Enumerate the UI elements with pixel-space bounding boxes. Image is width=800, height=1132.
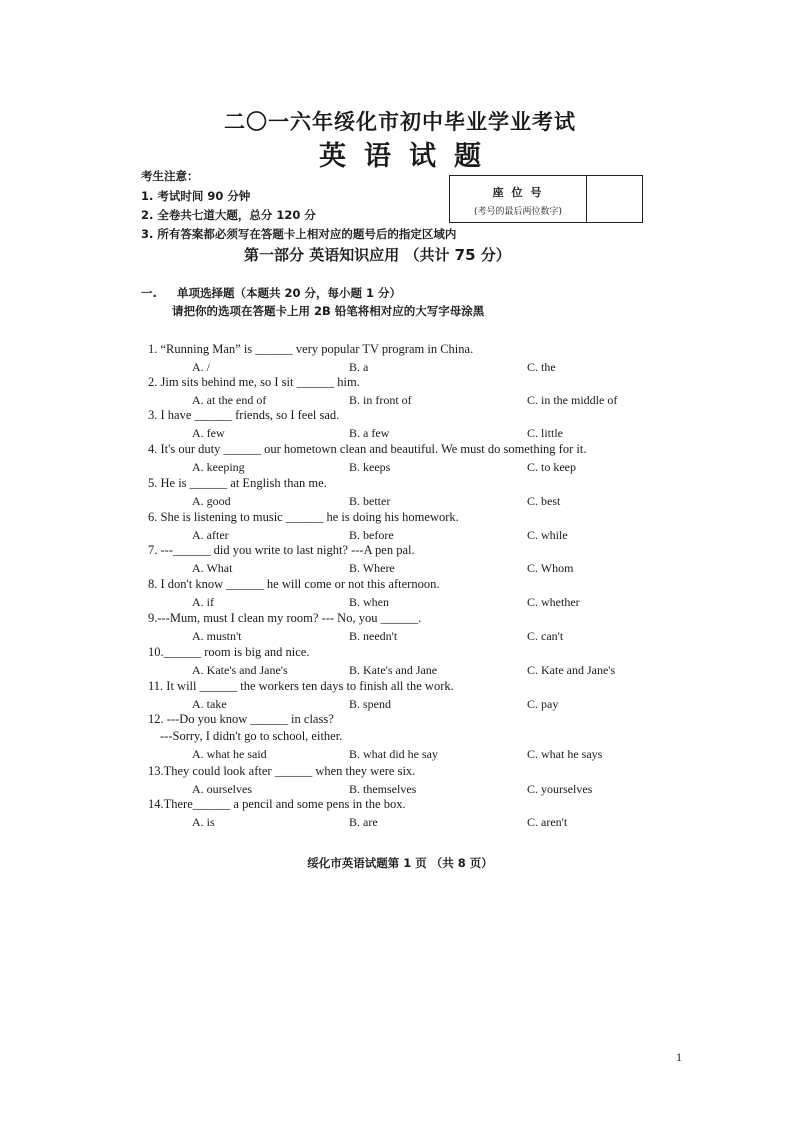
question-stem: 2. Jim sits behind me, so I sit ______ him. xyxy=(148,375,360,389)
question-stem: 12. ---Do you know ______ in class? xyxy=(148,712,334,726)
notice-heading: 考生注意： xyxy=(141,169,199,183)
seat-number-field[interactable] xyxy=(587,176,642,222)
answer-option-c: C. yourselves xyxy=(527,782,593,796)
answer-option-c: C. pay xyxy=(527,697,559,711)
answer-option-b: B. spend xyxy=(349,697,391,711)
exam-subject-title: 英语试题 xyxy=(319,141,499,171)
answer-option-a: A. after xyxy=(192,528,229,542)
answer-option-c: C. what he says xyxy=(527,747,603,761)
section-number: 一. xyxy=(141,286,157,300)
answer-option-a: A. take xyxy=(192,697,227,711)
question-stem: 14.There______ a pencil and some pens in the box. xyxy=(148,797,406,811)
question-stem: 4. It's our duty ______ our hometown clean and beautiful. We must do something for it. xyxy=(148,442,587,456)
answer-option-b: B. themselves xyxy=(349,782,417,796)
answer-option-c: C. whether xyxy=(527,595,580,609)
answer-option-b: B. needn't xyxy=(349,629,398,643)
answer-option-a: A. at the end of xyxy=(192,393,267,407)
question-stem: 1. “Running Man” is ______ very popular TV program in China. xyxy=(148,342,474,356)
answer-option-b: B. Kate's and Jane xyxy=(349,663,438,677)
answer-option-a: A. What xyxy=(192,561,233,575)
section-instruction: 请把你的选项在答题卡上用 2B 铅笔将相对应的大写字母涂黑 xyxy=(172,304,485,318)
page-footer: 绥化市英语试题第 1 页 （共 8 页） xyxy=(307,856,493,870)
question-stem: 5. He is ______ at English than me. xyxy=(148,476,327,490)
question-stem: 8. I don't know ______ he will come or not this afternoon. xyxy=(148,577,440,591)
part-title: 第一部分 英语知识应用 （共计 75 分） xyxy=(244,246,511,264)
answer-option-b: B. in front of xyxy=(349,393,412,407)
answer-option-c: C. Whom xyxy=(527,561,574,575)
answer-option-c: C. little xyxy=(527,426,563,440)
question-stem: 13.They could look after ______ when they were six. xyxy=(148,764,416,778)
page-number: 1 xyxy=(676,1050,682,1064)
exam-title: 二〇一六年绥化市初中毕业学业考试 xyxy=(224,110,576,134)
question-stem: 9.---Mum, must I clean my room? --- No, you ______. xyxy=(148,611,422,625)
seat-number-hint: (考号的最后两位数字) xyxy=(473,207,563,217)
notice-item: 3. 所有答案都必须写在答题卡上相对应的题号后的指定区域内 xyxy=(141,227,457,241)
answer-option-a: A. what he said xyxy=(192,747,267,761)
answer-option-c: C. aren't xyxy=(527,815,568,829)
answer-option-a: A. Kate's and Jane's xyxy=(192,663,288,677)
answer-option-c: C. while xyxy=(527,528,568,542)
answer-option-b: B. better xyxy=(349,494,391,508)
notice-item: 1. 考试时间 90 分钟 xyxy=(141,189,251,203)
answer-option-a: A. is xyxy=(192,815,215,829)
answer-option-c: C. to keep xyxy=(527,460,576,474)
answer-option-b: B. before xyxy=(349,528,394,542)
question-stem: 6. She is listening to music ______ he is doing his homework. xyxy=(148,510,459,524)
question-stem: 10.______ room is big and nice. xyxy=(148,645,310,659)
question-stem: ---Sorry, I didn't go to school, either. xyxy=(160,729,343,743)
answer-option-a: A. ourselves xyxy=(192,782,252,796)
answer-option-c: C. best xyxy=(527,494,561,508)
answer-option-b: B. Where xyxy=(349,561,395,575)
section-title: 单项选择题（本题共 20 分，每小题 1 分） xyxy=(177,286,402,300)
answer-option-a: A. mustn't xyxy=(192,629,242,643)
answer-option-a: A. few xyxy=(192,426,225,440)
seat-number-label-cell xyxy=(450,176,587,222)
question-stem: 3. I have ______ friends, so I feel sad. xyxy=(148,408,340,422)
answer-option-c: C. can't xyxy=(527,629,564,643)
question-stem: 11. It will ______ the workers ten days to finish all the work. xyxy=(148,679,454,693)
seat-number-box xyxy=(449,175,643,223)
answer-option-b: B. are xyxy=(349,815,378,829)
answer-option-c: C. the xyxy=(527,360,556,374)
answer-option-c: C. in the middle of xyxy=(527,393,618,407)
seat-number-label: 座 位 号 xyxy=(492,186,544,199)
notice-item: 2. 全卷共七道大题，总分 120 分 xyxy=(141,208,316,222)
answer-option-b: B. keeps xyxy=(349,460,391,474)
answer-option-b: B. a few xyxy=(349,426,390,440)
answer-option-a: A. good xyxy=(192,494,231,508)
answer-option-b: B. what did he say xyxy=(349,747,438,761)
question-stem: 7. ---______ did you write to last night? ---A pen pal. xyxy=(148,543,415,557)
answer-option-a: A. / xyxy=(192,360,210,374)
answer-option-a: A. keeping xyxy=(192,460,245,474)
answer-option-b: B. a xyxy=(349,360,369,374)
answer-option-b: B. when xyxy=(349,595,389,609)
answer-option-c: C. Kate and Jane's xyxy=(527,663,616,677)
answer-option-a: A. if xyxy=(192,595,214,609)
